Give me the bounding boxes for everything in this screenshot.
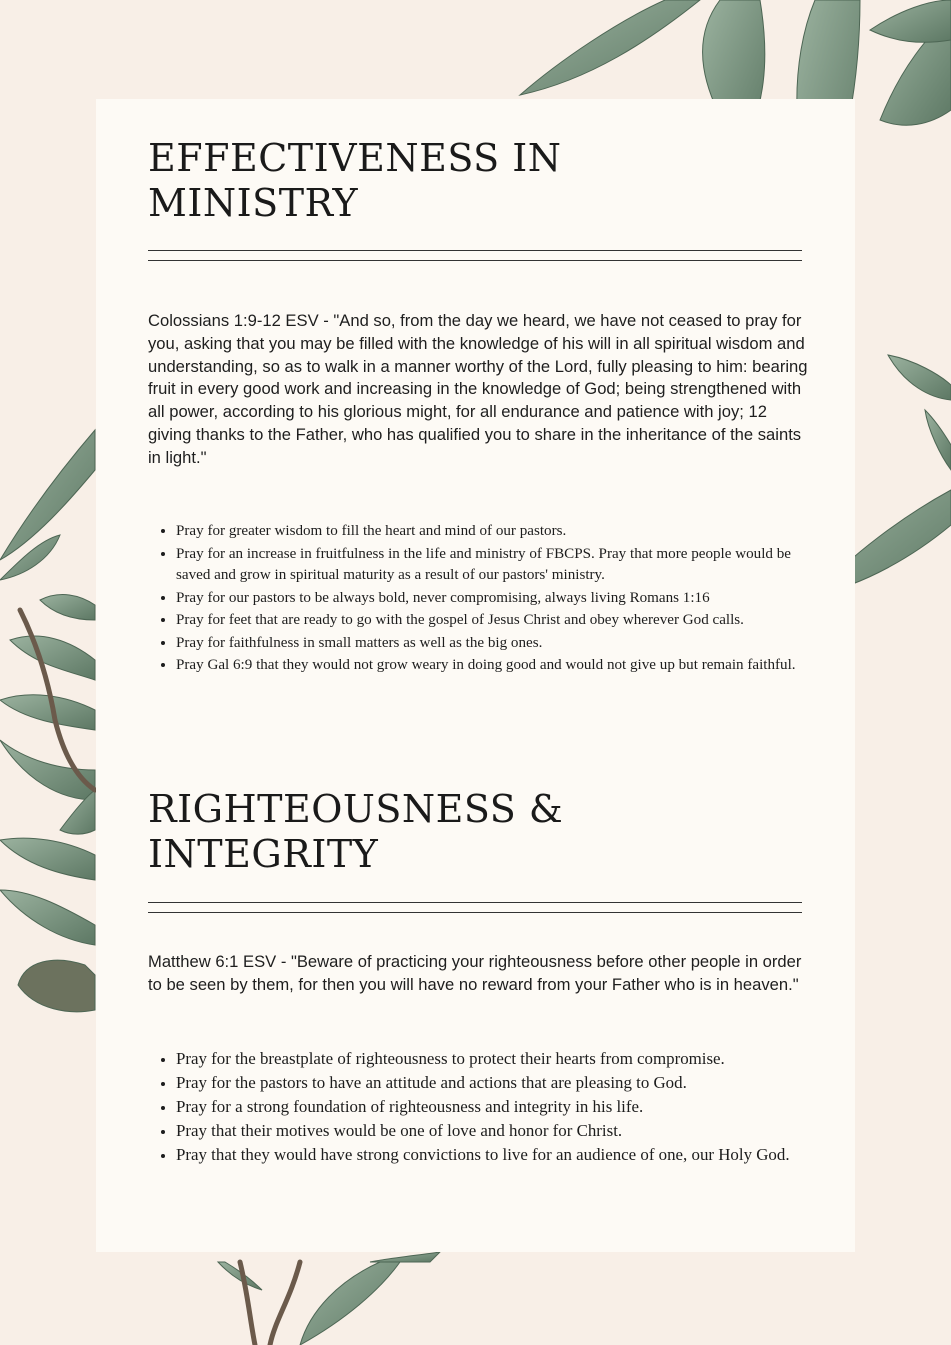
prayer-item: • Pray that they would have strong convictions to live for an audience of one, our Holy God. [176,1143,816,1167]
prayer-item: • Pray for an increase in fruitfulness in the life and ministry of FBCPS. Pray that more people would be saved and grow in spiritual maturity as a result of our pastors' ministry. [176,543,816,587]
prayer-item: • Pray for feet that are ready to go with the gospel of Jesus Christ and obey wherever God calls. [176,609,816,632]
scripture-matthew: Matthew 6:1 ESV - "Beware of practicing your righteousness before other people in order to be seen by them, for then you will have no reward from your Father who is in heaven." [148,952,802,994]
prayer-item: • Pray for the breastplate of righteousness to protect their hearts from compromise. [176,1047,816,1071]
content-card [96,99,855,1252]
divider-line [148,902,802,903]
divider-line [148,912,802,913]
divider-line [148,250,802,251]
prayer-item: • Pray for greater wisdom to fill the heart and mind of our pastors. [176,520,816,543]
prayer-item: • Pray for our pastors to be always bold, never compromising, always living Romans 1:16 [176,587,816,610]
prayer-list-righteousness [148,1047,816,1167]
prayer-item: • Pray for the pastors to have an attitude and actions that are pleasing to God. [176,1071,816,1095]
prayer-item: • Pray Gal 6:9 that they would not grow weary in doing good and would not give up but remain faithful. [176,654,816,677]
section-title-effectiveness: EFFECTIVENESS IN MINISTRY [148,136,562,225]
divider-line [148,260,802,261]
prayer-item: • Pray that their motives would be one of love and honor for Christ. [176,1119,816,1143]
section-title-righteousness: RIGHTEOUSNESS & INTEGRITY [148,787,564,876]
scripture-colossians: Colossians 1:9-12 ESV - "And so, from the day we heard, we have not ceased to pray for you, asking that you may be filled with the knowledge of his will in all spiritual wisdom and understanding, so as to walk in a manner worthy of the Lord, fully pleasing to him: bearing fruit in every good work and increasing in the knowledge of God; being strengthened with all power, according to his glorious might, for all endurance and patience with joy; 12 giving thanks to the Father, who has qualified you to share in the inheritance of the saints in light." [148,311,808,467]
prayer-item: • Pray for faithfulness in small matters as well as the big ones. [176,632,816,655]
prayer-item: • Pray for a strong foundation of righteousness and integrity in his life. [176,1095,816,1119]
prayer-list-effectiveness [148,520,816,677]
